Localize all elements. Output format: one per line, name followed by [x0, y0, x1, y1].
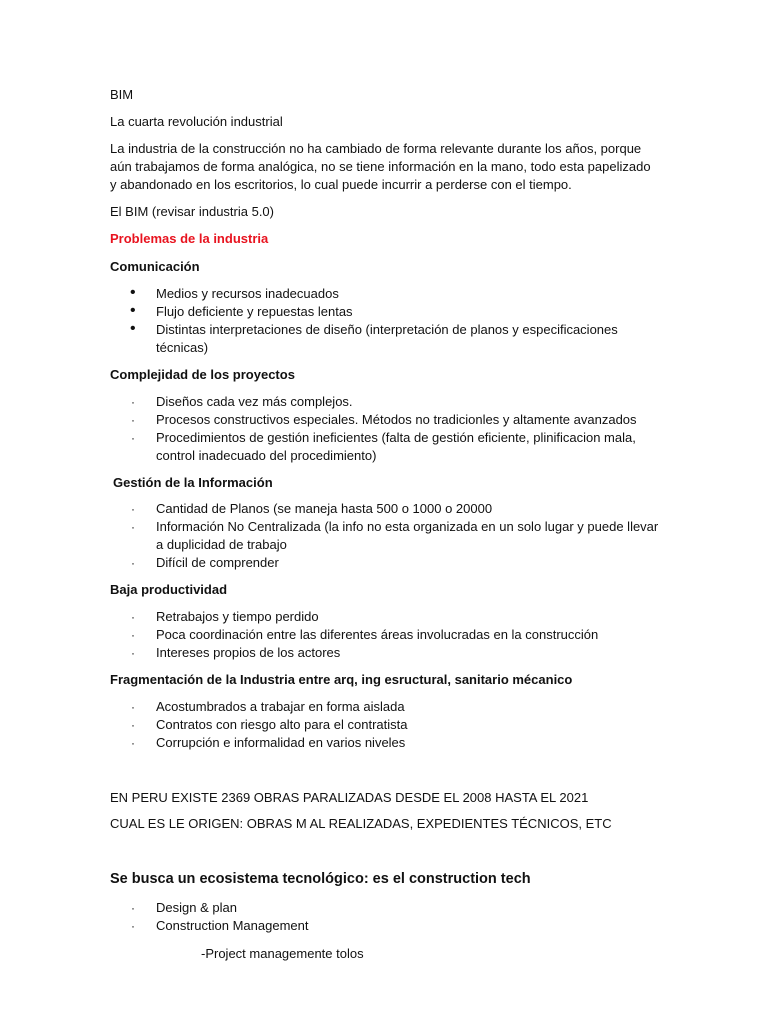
list-item: Medios y recursos inadecuados: [156, 286, 339, 301]
list-item: Design & plan: [156, 900, 237, 915]
bullet-icon: •: [130, 284, 136, 301]
bullet-icon: ·: [131, 413, 135, 427]
section-heading-comunicacion: Comunicación: [110, 259, 200, 274]
bullet-icon: ·: [131, 736, 135, 750]
list-item-continuation: a duplicidad de trabajo: [156, 537, 287, 552]
list-item: Acostumbrados a trabajar en forma aislada: [156, 699, 405, 714]
list-item: Cantidad de Planos (se maneja hasta 500 o 1000 o 20000: [156, 501, 493, 516]
bullet-icon: ·: [131, 520, 135, 534]
section-heading-fragmentacion: Fragmentación de la Industria entre arq, ing esructural, sanitario mécanico: [110, 672, 573, 687]
section-heading-gestion: Gestión de la Información: [113, 475, 273, 490]
bullet-icon: •: [130, 302, 136, 319]
bullet-icon: ·: [131, 700, 135, 714]
list-item: Retrabajos y tiempo perdido: [156, 609, 319, 624]
list-item: Corrupción e informalidad en varios niveles: [156, 735, 406, 750]
bullet-icon: ·: [131, 718, 135, 732]
list-item: Difícil de comprender: [156, 555, 279, 570]
bullet-icon: ·: [131, 502, 135, 516]
intro-paragraph-line: y abandonado en los escritorios, lo cual puede incurrir a perderse con el tiempo.: [110, 177, 572, 192]
bullet-icon: ·: [131, 628, 135, 642]
peru-note: EN PERU EXISTE 2369 OBRAS PARALIZADAS DESDE EL 2008 HASTA EL 2021: [110, 790, 589, 805]
bullet-icon: •: [130, 320, 136, 337]
bullet-icon: ·: [131, 919, 135, 933]
bullet-icon: ·: [131, 556, 135, 570]
list-item: Poca coordinación entre las diferentes áreas involucradas en la construcción: [156, 627, 599, 642]
list-item: Intereses propios de los actores: [156, 645, 341, 660]
section-heading-productividad: Baja productividad: [110, 582, 228, 597]
list-item: Contratos con riesgo alto para el contratista: [156, 717, 408, 732]
intro-paragraph-line: aún trabajamos de forma analógica, no se tiene información en la mano, todo esta papelizado: [110, 159, 651, 174]
sub-item: -Project managemente tolos: [201, 946, 364, 961]
list-item: Procesos constructivos especiales. Métodos no tradicionles y altamente avanzados: [156, 412, 637, 427]
list-item-continuation: control inadecuado del procedimiento): [156, 448, 377, 463]
bullet-icon: ·: [131, 431, 135, 445]
bullet-icon: ·: [131, 901, 135, 915]
bullet-icon: ·: [131, 646, 135, 660]
list-item-continuation: técnicas): [156, 340, 209, 355]
list-item: Construction Management: [156, 918, 309, 933]
doc-subtitle: La cuarta revolución industrial: [110, 114, 283, 129]
ecosystem-heading: Se busca un ecosistema tecnológico: es el construction tech: [110, 871, 531, 887]
bim-note: El BIM (revisar industria 5.0): [110, 204, 274, 219]
bullet-icon: ·: [131, 395, 135, 409]
list-item: Procedimientos de gestión ineficientes (falta de gestión eficiente, plinificacion mala,: [156, 430, 636, 445]
section-heading-complejidad: Complejidad de los proyectos: [110, 367, 295, 382]
intro-paragraph-line: La industria de la construcción no ha cambiado de forma relevante durante los años, porque: [110, 141, 642, 156]
problems-heading: Problemas de la industria: [110, 231, 269, 246]
list-item: Diseños cada vez más complejos.: [156, 394, 353, 409]
bullet-icon: ·: [131, 610, 135, 624]
origin-note: CUAL ES LE ORIGEN: OBRAS M AL REALIZADAS, EXPEDIENTES TÉCNICOS, ETC: [110, 816, 612, 831]
list-item: Distintas interpretaciones de diseño (interpretación de planos y especificaciones: [156, 322, 618, 337]
list-item: Flujo deficiente y repuestas lentas: [156, 304, 353, 319]
list-item: Información No Centralizada (la info no esta organizada en un solo lugar y puede llevar: [156, 519, 659, 534]
doc-title: BIM: [110, 87, 134, 102]
